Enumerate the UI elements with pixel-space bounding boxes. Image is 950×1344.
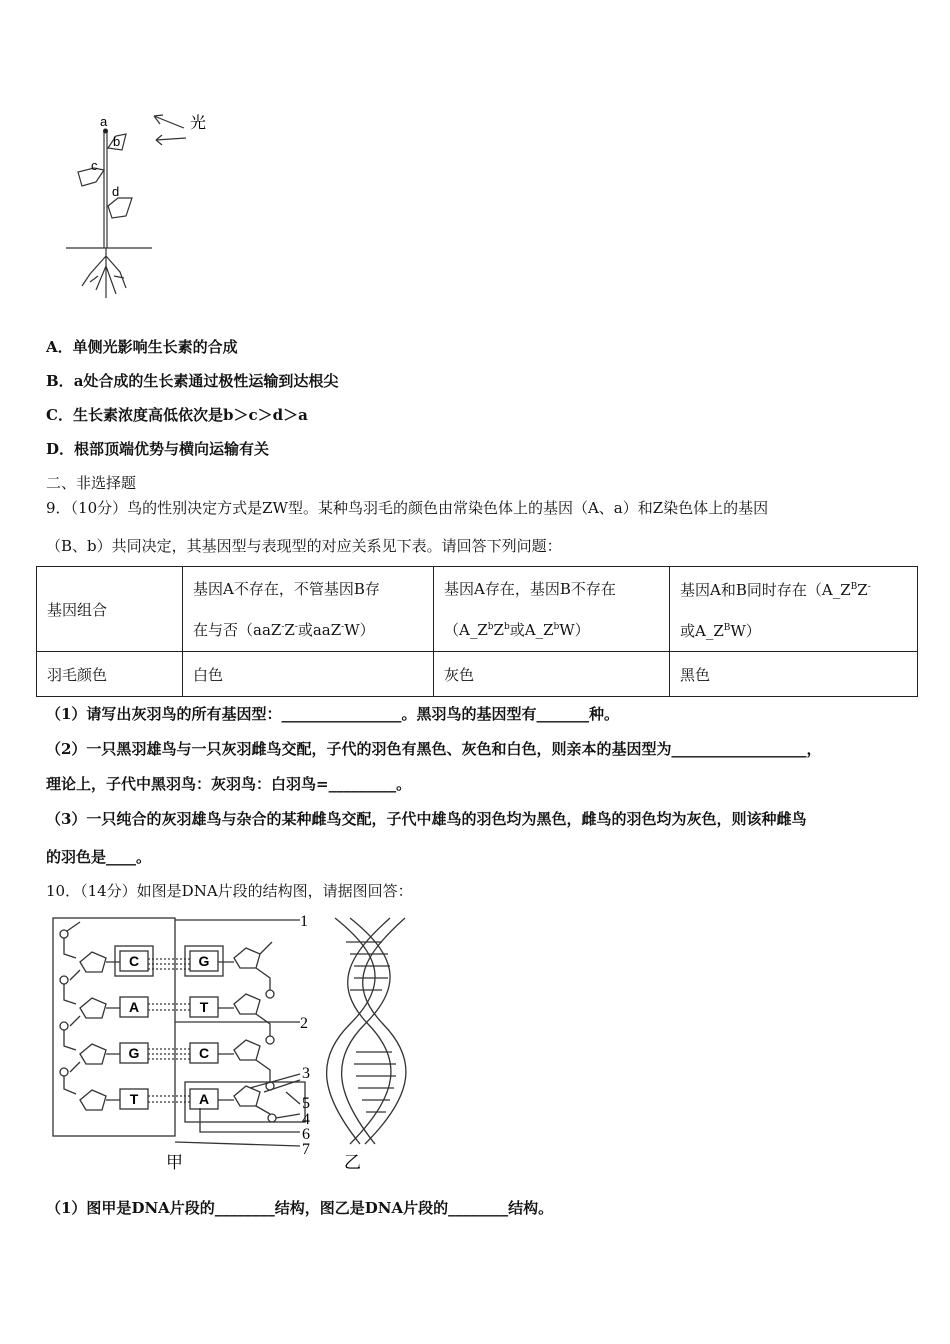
option-a: A．单侧光影响生长素的合成 (46, 338, 238, 356)
num-6: 6 (302, 1126, 310, 1143)
q9-sub3-line2: 的羽色是____。 (46, 848, 152, 866)
q10-sub1: （1）图甲是DNA片段的________结构，图乙是DNA片段的________结构。 (46, 1199, 554, 1217)
table-header-color: 羽毛颜色 (37, 652, 183, 697)
left-base-1: C (128, 953, 140, 969)
section-title: 二、非选择题 (46, 474, 137, 492)
q9-sub1: （1）请写出灰羽鸟的所有基因型：________________。黑羽鸟的基因型有_______种。 (46, 705, 619, 723)
table-header-genotype: 基因组合 (37, 567, 183, 652)
num-4: 4 (302, 1111, 310, 1128)
left-base-2: A (128, 999, 140, 1015)
num-2: 2 (300, 1015, 308, 1032)
option-d: D．根部顶端优势与横向运输有关 (46, 440, 270, 458)
label-a: a (100, 114, 108, 129)
table-cell-a-no-b: 基因A存在，基因B不存在 （$A\_Z^bZ^b$或$A\_Z^bW$） (434, 567, 670, 652)
q9-stem-line2: （B、b）共同决定，其基因型与表现型的对应关系见下表。请回答下列问题： (46, 537, 562, 555)
right-base-1: G (198, 953, 210, 969)
num-3: 3 (302, 1065, 310, 1082)
option-b: B．a处合成的生长素通过极性运输到达根尖 (46, 372, 339, 390)
plant-figure (60, 106, 230, 306)
table-cell-a-and-b: 基因A和B同时存在（$A\_Z^BZ^-$ 或$A\_Z^BW$） (670, 567, 918, 652)
left-base-3: G (128, 1045, 140, 1061)
num-7: 7 (302, 1141, 310, 1158)
label-b: b (113, 134, 121, 149)
option-c: C．生长素浓度高低依次是b＞c＞d＞a (46, 406, 308, 424)
label-c: c (91, 158, 98, 173)
label-jia: 甲 (166, 1153, 183, 1173)
q9-sub3-line1: （3）一只纯合的灰羽雄鸟与杂合的某种雌鸟交配，子代中雄鸟的羽色均为黑色，雌鸟的羽色均为灰色，则该种雌鸟 (46, 810, 807, 828)
q10-stem: 10．（14分）如图是DNA片段的结构图，请据图回答： (46, 882, 413, 900)
label-d: d (112, 184, 120, 199)
label-yi: 乙 (344, 1153, 361, 1173)
num-1: 1 (300, 914, 308, 930)
q9-stem-line1: 9．（10分）鸟的性别决定方式是ZW型。某种鸟羽毛的颜色由常染色体上的基因（A、a）和Z染色体上的基因 (46, 499, 769, 517)
right-base-3: C (198, 1045, 210, 1061)
table-color-black: 黑色 (670, 652, 918, 697)
num-5: 5 (302, 1095, 310, 1112)
left-base-4: T (129, 1091, 139, 1107)
right-base-4: A (198, 1091, 210, 1107)
right-base-2: T (199, 999, 209, 1015)
table-color-gray: 灰色 (434, 652, 670, 697)
q9-sub2-line2: 理论上，子代中黑羽鸟：灰羽鸟：白羽鸟=_________。 (46, 775, 412, 793)
dna-figure (50, 914, 420, 1174)
q9-sub2-line1: （2）一只黑羽雄鸟与一只灰羽雌鸟交配，子代的羽色有黑色、灰色和白色，则亲本的基因型为__________________， (46, 740, 822, 758)
label-light: 光 (190, 113, 207, 132)
table-cell-no-a: 基因A不存在，不管基因B存 在与否（aaZ-Z-或aaZ-W） (183, 567, 434, 652)
table-color-white: 白色 (183, 652, 434, 697)
genotype-table (36, 566, 918, 697)
